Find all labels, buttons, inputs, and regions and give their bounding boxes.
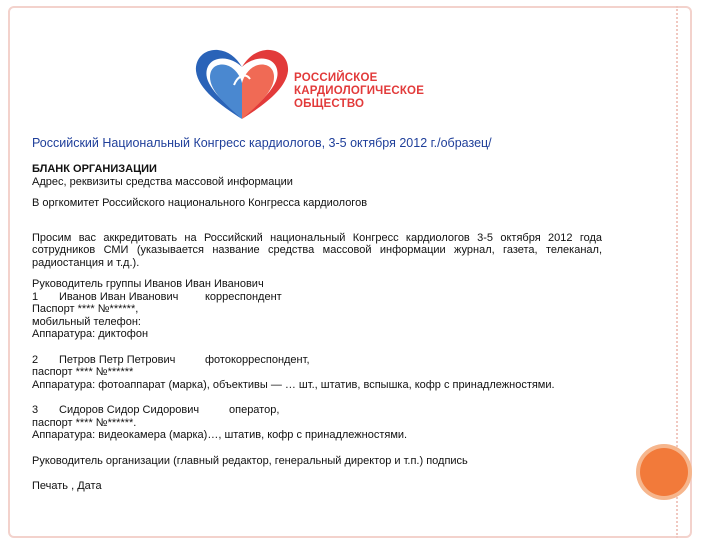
person-2-row [32,354,602,367]
signature-line: Руководитель организации (главный редактор, генеральный директор и т.п.) подпись [32,454,468,467]
request-paragraph: Просим вас аккредитовать на Российский национальный Конгресс кардиологов 3-5 октября 2012 года сотрудников СМИ (указывается название средства массовой информации журнал, газета, телеканал, радиостанция и т.д.). [32,231,602,269]
logo-line-3: ОБЩЕСТВО [294,98,365,110]
document-title: Российский Национальный Конгресс кардиологов, 3-5 октября 2012 г./образец/ [32,136,492,150]
address-line: Адрес, реквизиты средства массовой информации [32,175,293,188]
person-3-equipment: Аппаратура: видеокамера (марка)…, штатив, кофр с принадлежностями. [32,429,408,441]
person-1-number: 1 [32,290,39,303]
organization-logo-text [294,72,424,111]
person-1-phone: мобильный телефон: [32,315,141,328]
person-2-equipment: Аппаратура: фотоаппарат (марка), объективы — … шт., штатив, вспышка, кофр с принадлежностями. [32,378,555,391]
letterhead-label: БЛАНК ОРГАНИЗАЦИИ [32,163,157,175]
person-1-name: Иванов Иван Иванович [59,290,179,303]
person-2-number: 2 [32,353,39,366]
person-1-passport: Паспорт **** №******, [32,303,139,315]
logo-line-1: РОССИЙСКОЕ [294,72,378,84]
stamp-date-line: Печать , Дата [32,480,102,492]
person-1-row [32,291,602,304]
group-head-line: Руководитель группы Иванов Иван Иванович [32,278,264,290]
person-3-name: Сидоров Сидор Сидорович [59,404,200,416]
decorative-orange-circle [640,448,688,496]
logo-line-2: КАРДИОЛОГИЧЕСКОЕ [294,85,425,97]
person-2-role: фотокорреспондент, [205,353,310,366]
recipient-line: В оргкомитет Российского национального Конгресса кардиологов [32,197,368,209]
person-3-row [32,404,602,417]
heart-logo-icon [190,45,295,125]
person-2-name: Петров Петр Петрович [59,353,176,366]
person-2-passport: паспорт **** №****** [32,366,134,378]
person-1-equipment: Аппаратура: диктофон [32,328,149,340]
person-1-role: корреспондент [205,290,282,303]
person-3-role: оператор, [229,404,280,416]
document-body [32,136,602,493]
person-3-number: 3 [32,404,39,416]
person-3-passport: паспорт **** №******. [32,416,137,429]
